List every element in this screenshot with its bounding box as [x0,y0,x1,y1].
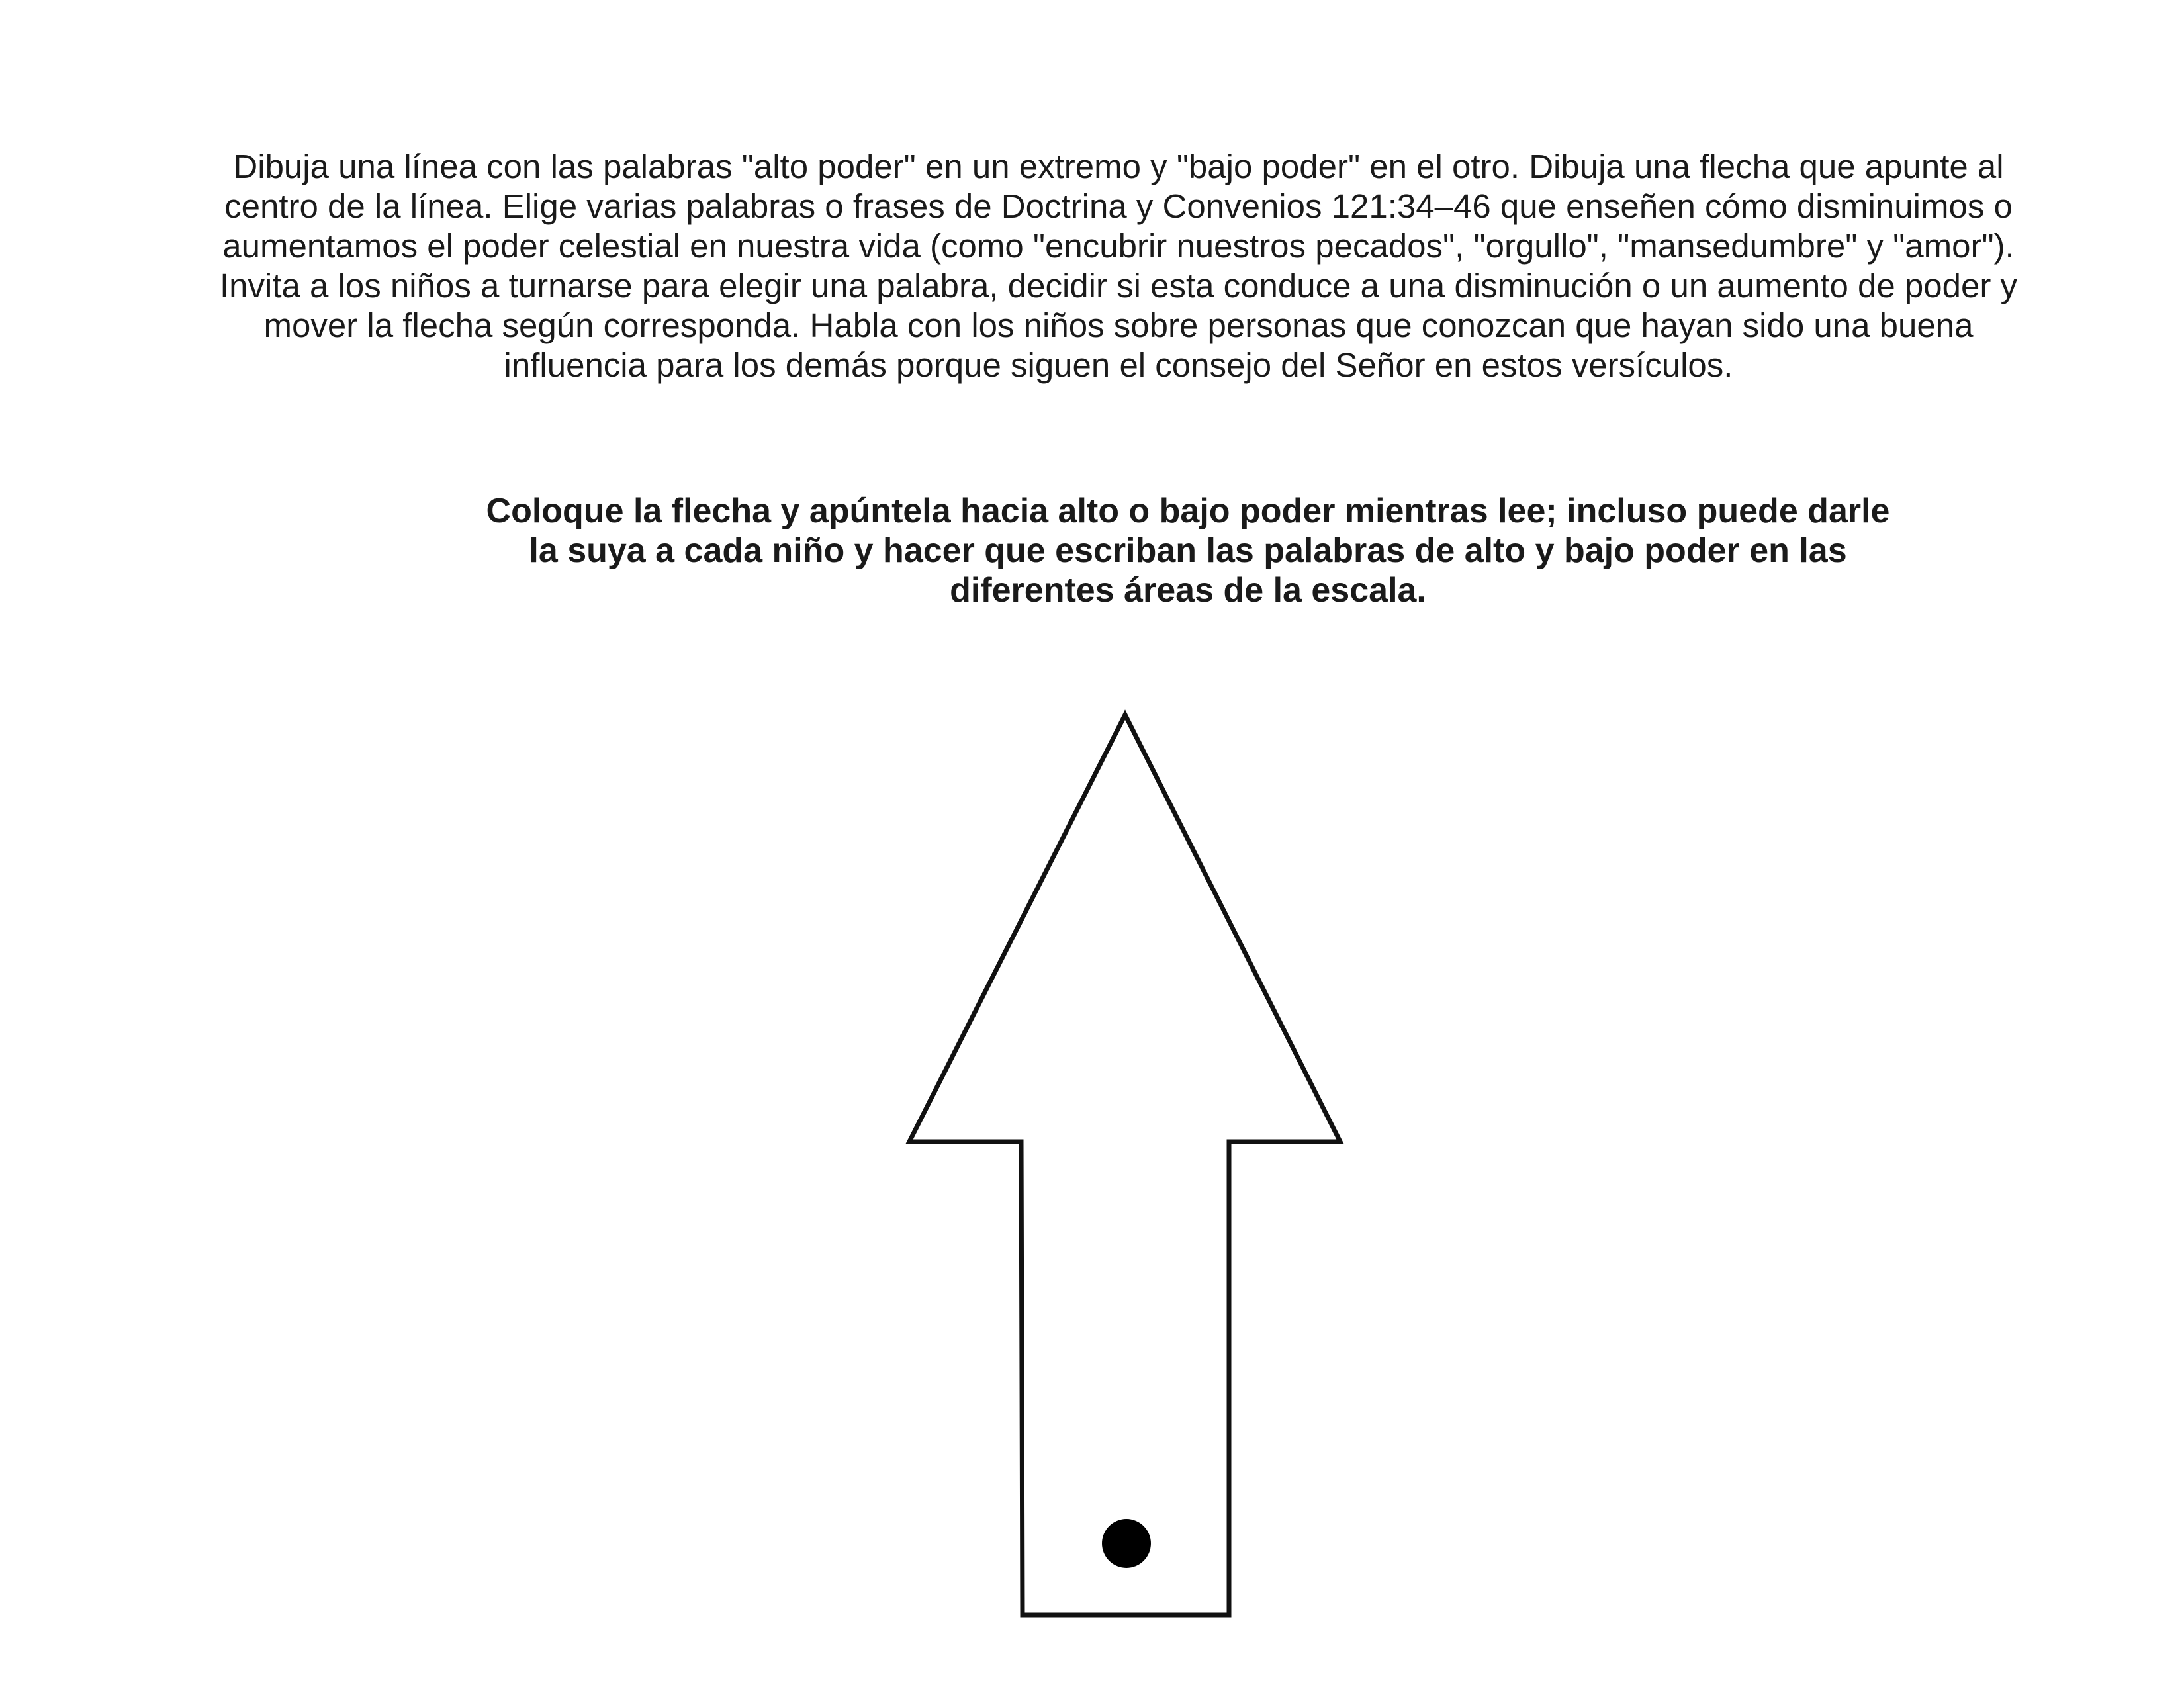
instructions-paragraph: Dibuja una línea con las palabras "alto poder" en un extremo y "bajo poder" en el otro. Dibuja una flecha que apunte al centro de la línea. Elige varias palabras o frases de Doctrina y Convenios 121:34–46 que enseñen cómo disminuimos o aumentamos el poder celestial en nuestra vida (como "encubrir nuestros pecados", "orgullo", "mansedumbre" y "amor"). Invita a los niños a turnarse para elegir una palabra, decidir si esta conduce a una disminución o un aumento de poder y mover la flecha según corresponda. Habla con los niños sobre personas que conozcan que hayan sido una buena influencia para los demás porque siguen el consejo del Señor en estos versículos. [219,148,2018,384]
tip-paragraph: Coloque la flecha y apúntela hacia alto o bajo poder mientras lee; incluso puede darle la suya a cada niño y hacer que escriban las palabras de alto y bajo poder en las diferentes áreas de la escala. [486,492,1890,610]
arrow-pivot-hole [1102,1519,1151,1568]
arrow-outline [909,715,1340,1615]
